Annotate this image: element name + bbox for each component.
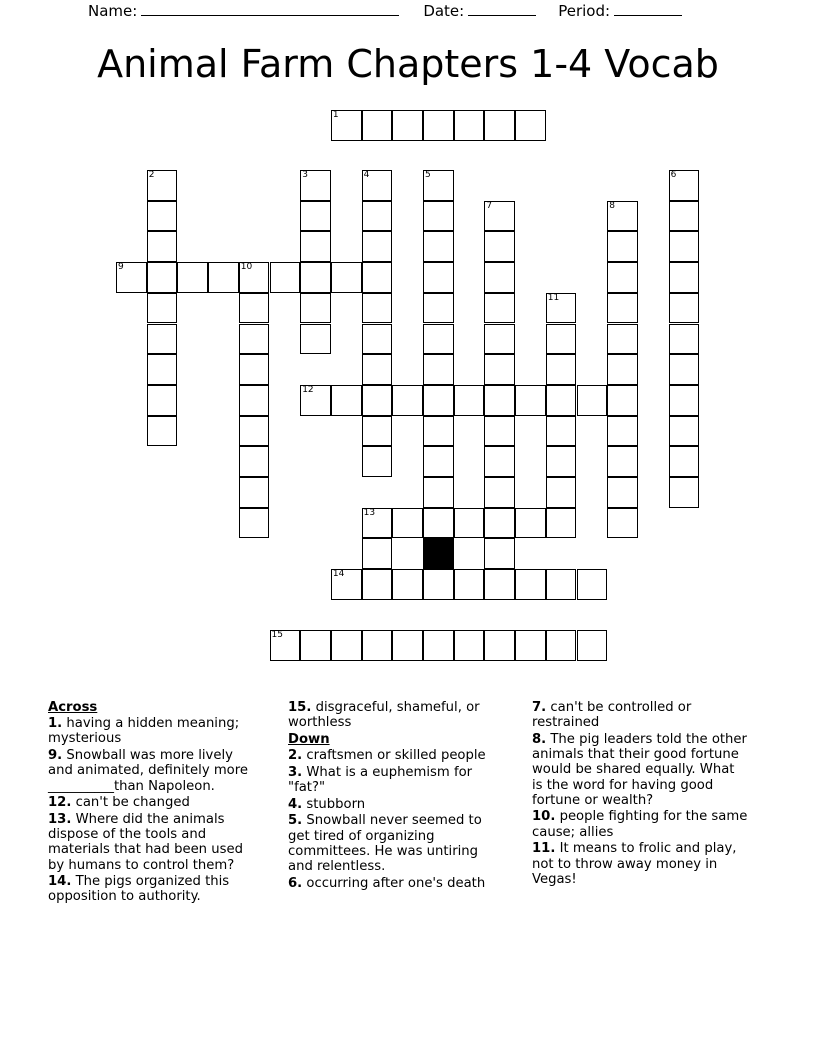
grid-cell[interactable] [669,477,700,508]
clue-across-15: 15. disgraceful, shameful, or worthless [288,700,480,731]
grid-cell[interactable] [362,385,393,416]
grid-cell[interactable] [607,416,638,447]
clue-number: 10 [240,262,253,273]
grid-cell[interactable] [669,201,700,232]
grid-cell[interactable] [300,231,331,262]
clue-number: 8 [609,200,615,211]
grid-cell[interactable] [607,354,638,385]
grid-cell[interactable] [669,446,700,477]
grid-cell[interactable] [239,508,270,539]
grid-cell[interactable] [392,630,423,661]
grid-block-cell [423,538,454,569]
grid-cell[interactable] [454,110,485,141]
clue-down-3: 3. What is a euphemism for "fat?" [288,764,473,796]
grid-cell[interactable] [423,170,454,201]
grid-cell[interactable] [607,201,638,232]
clue-number-label: 4. [288,796,303,812]
grid-cell[interactable] [362,416,393,447]
grid-cell[interactable] [362,446,393,477]
grid-cell[interactable] [392,110,423,141]
grid-cell[interactable] [454,508,485,539]
grid-cell[interactable] [607,262,638,293]
clue-number-label: 8. [532,731,547,747]
grid-cell[interactable] [607,446,638,477]
grid-cell[interactable] [362,354,393,385]
grid-cell[interactable] [423,110,454,141]
grid-cell[interactable] [607,231,638,262]
clue-number: 13 [363,507,376,518]
grid-cell[interactable] [577,569,608,600]
clue-down-6: 6. occurring after one's death [288,875,486,891]
clue-number: 3 [302,170,308,180]
clue-number: 15 [271,630,283,640]
clue-number: 2 [148,170,155,180]
clue-across-13: 13. Where did the animals dispose of the tools and materials that had been used by humans to control them? [48,811,243,873]
grid-cell[interactable] [331,110,362,141]
grid-cell[interactable] [484,354,515,385]
grid-cell[interactable] [147,170,178,201]
grid-cell[interactable] [147,324,178,355]
grid-cell[interactable] [515,630,546,661]
grid-cell[interactable] [423,262,454,293]
grid-cell[interactable] [239,324,270,355]
period-label: Period: [558,2,611,20]
clue-down-7: 7. can't be controlled or restrained [532,700,692,731]
clue-down-10: 10. people fighting for the same cause; allies [532,809,748,840]
clue-across-14: 14. The pigs organized this opposition to authority. [48,874,230,905]
grid-cell[interactable] [147,293,178,324]
grid-cell[interactable] [515,569,546,600]
clue-number: 4 [363,170,370,180]
grid-cell[interactable] [300,262,331,293]
grid-cell[interactable] [484,508,515,539]
grid-cell[interactable] [484,385,515,416]
clue-column-3 [488,700,768,906]
grid-cell[interactable] [669,416,700,447]
grid-cell[interactable] [362,630,393,661]
grid-cell[interactable] [147,201,178,232]
grid-cell[interactable] [669,293,700,324]
clue-number: 7 [486,200,493,211]
grid-cell[interactable] [116,262,147,293]
grid-cell[interactable] [362,262,393,293]
date-label: Date: [423,2,465,20]
grid-cell[interactable] [300,201,331,232]
grid-cell[interactable] [208,262,239,293]
grid-cell[interactable] [423,569,454,600]
grid-cell[interactable] [239,416,270,447]
grid-cell[interactable] [484,477,515,508]
clue-number-label: 2. [288,748,303,764]
clue-number-label: 1. [48,716,63,732]
grid-cell[interactable] [392,508,423,539]
clue-number-label: 5. [288,813,303,829]
grid-cell[interactable] [669,231,700,262]
clue-number-label: 7. [532,700,547,715]
page-title: Animal Farm Chapters 1-4 Vocab [97,42,719,86]
grid-cell[interactable] [454,385,485,416]
clue-across-12: 12. can't be changed [48,795,190,811]
grid-cell[interactable] [546,569,577,600]
grid-cell[interactable] [331,630,362,661]
grid-cell[interactable] [607,385,638,416]
grid-cell[interactable] [484,569,515,600]
grid-cell[interactable] [239,262,270,293]
grid-cell[interactable] [546,508,577,539]
clue-number-label: 3. [288,764,303,780]
grid-cell[interactable] [546,293,577,324]
clue-number-label: 11. [532,841,556,857]
grid-cell[interactable] [669,324,700,355]
grid-cell[interactable] [454,630,485,661]
clue-number: 9 [118,262,124,273]
grid-cell[interactable] [546,385,577,416]
across-heading: Across [48,700,98,715]
grid-cell[interactable] [300,630,331,661]
grid-cell[interactable] [423,324,454,355]
clue-number: 14 [332,569,345,580]
grid-cell[interactable] [270,262,301,293]
down-heading: Down [288,731,330,747]
grid-cell[interactable] [669,385,700,416]
grid-cell[interactable] [484,538,515,569]
grid-cell[interactable] [669,262,700,293]
grid-cell[interactable] [515,385,546,416]
grid-cell[interactable] [331,385,362,416]
grid-cell[interactable] [362,569,393,600]
grid-cell[interactable] [392,569,423,600]
clue-number: 12 [302,384,314,395]
grid-cell[interactable] [147,416,178,447]
clue-column-2 [248,700,488,906]
grid-cell[interactable] [331,262,362,293]
grid-cell[interactable] [515,508,546,539]
clue-down-2: 2. craftsmen or skilled people [288,748,486,764]
grid-cell[interactable] [515,110,546,141]
clue-list [0,700,816,906]
grid-cell[interactable] [423,385,454,416]
grid-cell[interactable] [669,170,700,201]
grid-cell[interactable] [484,293,515,324]
name-label: Name: [88,2,138,20]
clue-number: 5 [425,170,431,180]
grid-cell[interactable] [362,324,393,355]
grid-cell[interactable] [484,201,515,232]
grid-cell[interactable] [177,262,208,293]
grid-cell[interactable] [546,354,577,385]
clue-down-4: 4. stubborn [288,796,366,812]
grid-cell[interactable] [147,354,178,385]
grid-cell[interactable] [454,569,485,600]
grid-cell[interactable] [392,385,423,416]
grid-cell[interactable] [669,354,700,385]
grid-cell[interactable] [577,385,608,416]
grid-cell[interactable] [423,293,454,324]
clue-number: 11 [547,292,560,303]
clue-number: 1 [332,110,339,120]
clue-across-1: 1. having a hidden meaning; mysterious [48,716,240,747]
clue-number-label: 14. [48,874,72,890]
grid-cell[interactable] [362,508,393,539]
grid-cell[interactable] [484,262,515,293]
grid-cell[interactable] [484,630,515,661]
grid-cell[interactable] [423,416,454,447]
grid-cell[interactable] [423,508,454,539]
grid-cell[interactable] [546,477,577,508]
clue-number-label: 10. [532,809,556,825]
clue-down-11: 11. It means to frolic and play, not to throw away money in Vegas! [532,841,737,887]
grid-cell[interactable] [607,508,638,539]
grid-cell[interactable] [423,201,454,232]
grid-cell[interactable] [607,293,638,324]
grid-cell[interactable] [300,293,331,324]
clue-number-label: 6. [288,875,303,891]
clue-across-9: 9. Snowball was more lively and animated, definitely more __________than Napoleon. [48,748,248,794]
clue-number-label: 12. [48,795,72,811]
grid-cell[interactable] [362,293,393,324]
grid-cell[interactable] [607,324,638,355]
grid-cell[interactable] [362,110,393,141]
grid-cell[interactable] [239,354,270,385]
grid-cell[interactable] [300,385,331,416]
grid-cell[interactable] [484,231,515,262]
grid-cell[interactable] [239,293,270,324]
grid-cell[interactable] [362,231,393,262]
grid-cell[interactable] [423,630,454,661]
grid-cell[interactable] [270,630,301,661]
grid-cell[interactable] [484,324,515,355]
grid-cell[interactable] [300,170,331,201]
grid-cell[interactable] [484,446,515,477]
grid-cell[interactable] [423,231,454,262]
clue-number-label: 9. [48,748,63,764]
clue-number-label: 13. [48,811,72,827]
grid-cell[interactable] [546,630,577,661]
grid-cell[interactable] [484,416,515,447]
grid-cell[interactable] [147,231,178,262]
grid-cell[interactable] [423,354,454,385]
grid-cell[interactable] [239,477,270,508]
grid-cell[interactable] [300,324,331,355]
grid-cell[interactable] [546,416,577,447]
grid-cell[interactable] [362,170,393,201]
grid-cell[interactable] [546,446,577,477]
grid-cell[interactable] [147,262,178,293]
grid-cell[interactable] [607,477,638,508]
grid-cell[interactable] [577,630,608,661]
grid-cell[interactable] [239,446,270,477]
grid-cell[interactable] [362,538,393,569]
clue-down-5: 5. Snowball never seemed to get tired of organizing committees. He was untiring and relentless. [288,813,482,875]
grid-cell[interactable] [362,201,393,232]
grid-cell[interactable] [331,569,362,600]
grid-cell[interactable] [484,110,515,141]
clue-number-label: 15. [288,700,312,715]
grid-cell[interactable] [147,385,178,416]
clue-column-1 [0,700,248,906]
clue-down-8: 8. The pig leaders told the other animals that their good fortune would be shared equally. What is the word for having good fortune or wealth? [532,731,747,808]
grid-cell[interactable] [546,324,577,355]
grid-cell[interactable] [423,446,454,477]
grid-cell[interactable] [239,385,270,416]
grid-cell[interactable] [423,477,454,508]
clue-number: 6 [670,170,677,180]
